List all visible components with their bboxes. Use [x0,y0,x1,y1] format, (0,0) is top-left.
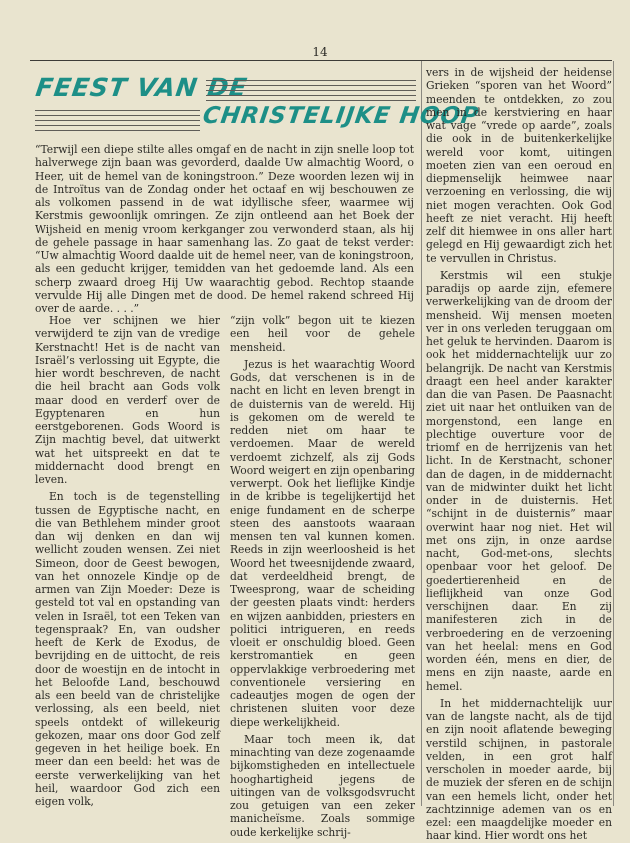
paragraph: Jezus is het waarachtig Woord Gods, dat verschenen is in de nacht en licht en leven brengt in de duisternis van de wereld. Hij is gekomen om de wereld te redden niet om haar te verdoemen. Maar de wereld verdoemt zichzelf, als zij Gods Woord weigert en zijn openbaring verwerpt. Ook het lieflijke Kindje in de kribbe is tegelijkertijd het enige fundament en de scherpe steen des aanstoots waaraan mensen ten val kunnen komen. Reeds in zijn weerloosheid is het Woord het tweesnijdende zwaard, dat verdeeldheid brengt, de Tweesprong, waar de scheiding der geesten plaats vindt: herders en wijzen aanbidden, priesters en politici intrigueren, en reeds vloeit er onschuldig bloed. Geen kerstromantiek en geen oppervlakkige verbroedering met conventionele versiering en cadeautjes mogen de ogen der christenen sluiten voor deze diepe werkelijkheid. [230,357,415,729]
right-border [613,61,614,806]
paragraph: vers in de wijsheid der heidense Grieken “sporen van het Woord” meenden te ontdekken, zo zou men in de kerstviering en haar wat vage “vrede op aarde”, zoals die ook in de buitenkerkelijke wereld voor komt, uitingen moeten zien van een oeroud en diepmenselijk heimwee naar verzoening en verlossing, die wij niet mogen verachten. Ook God heeft ze niet veracht. Hij heeft zelf dit hiemwee in ons aller hart gelegd en Hij gewaardigt zich het te vervullen in Christus. [426,66,612,265]
top-rule [30,60,612,61]
paragraph: In het middernachtelijk uur van de langste nacht, als de tijd en zijn nooit aflatende beweging verstild schijnen, in pastorale velden, in een grot half verscholen in moeder aarde, bij de muziek der sferen en de schijn van een hemels licht, onder het zachtzinnige ademen van os en ezel: een maagdelijke moeder en haar kind. Hier wordt ons het [426,696,612,843]
middle-column [230,314,415,839]
right-column [426,66,612,843]
paragraph: “zijn volk” begon uit te kiezen een heil voor de gehele mensheid. [230,314,415,354]
title-line-2: CHRISTELIJKE HOOP [201,103,481,129]
intro-text: “Terwijl een diepe stilte alles omgaf en de nacht in zijn snelle loop tot halverwege zijn baan was gevorderd, daalde Uw almachtig Woord, o Heer, uit de hemel van de koningstroon.” Deze woorden lezen wij in de Introïtus van de Zondag onder het octaaf en wij beschouwen ze als volkomen passend in de wat idyllische sfeer, waarmee wij Kerstmis gewoonlijk omringen. Ze zijn ontleend aan het Boek der Wijsheid en menig vroom kerkganger zou verwonderd staan, als hij de gehele passage in haar samenhang las. Zo gaat de tekst verder: “Uw almachtig Woord daalde uit de hemel neer, van de koningstroon, als een geducht krijger, temidden van het gedoemde land. Als een scherp zwaard droeg Hij Uw waarachtig gebod. Rechtop staande vervulde Hij alle Dingen met de dood. De hemel rakend schreed Hij over de aarde. . . .” [35,143,414,315]
paragraph: Kerstmis wil een stukje paradijs op aarde zijn, efemere verwerkelijking van de droom der mensheid. Wij mensen moeten ver in ons verleden teruggaan om het geluk te hervinden. Daarom is ook het middernachtelijk uur zo belangrijk. De nacht van Kerstmis draagt een heel ander karakter dan die van Pasen. De Paasnacht ziet uit naar het ontluiken van de morgenstond, een lange en plechtige ouverture voor de triomf en de herrijzenis van het licht. In de Kerstnacht, schoner dan de dagen, in de middernacht van de midwinter duikt het licht onder in de duisternis. Het “schijnt in de duisternis” maar overwint haar nog niet. Het wil met ons zijn, in onze aardse nacht, God-met-ons, slechts openbaar voor het geloof. De goedertierenheid en de lieflijkheid van onze God verschijnen daar. En zij manifesteren zich in de verbroedering en de verzoening van het heelal: mens en God worden één, mens en dier, de mens en zijn naaste, aarde en hemel. [426,268,612,693]
title-line-1: FEEST VAN DE [33,73,250,102]
paragraph: Hoe ver schijnen we hier verwijderd te zijn van de vredige Kerstnacht! Het is de nacht van Israël’s verlossing uit Egypte, die hier wordt beschreven, de nacht die heil bracht aan Gods volk maar dood en verderf over de Egyptenaren en hun eerstgeborenen. Gods Woord is Zijn machtig bevel, dat uitwerkt wat het uitspreekt en dat te middernacht dood brengt en leven. [35,314,220,486]
intro-paragraph [35,143,414,315]
title-rule-lines-right [206,80,416,105]
column-divider [421,61,422,806]
left-column [35,314,220,808]
title-rule-lines-left [35,110,200,135]
paragraph: En toch is de tegenstelling tussen de Egyptische nacht, en die van Bethlehem minder groot dan wij denken en dan wij wellicht zouden wensen. Zei niet Simeon, door de Geest bewogen, van het onnozele Kindje op de armen van Zijn Moeder: Deze is gesteld tot val en opstanding van velen in Israël, tot een Teken van tegenspraak? En, van oudsher heeft de Kerk de Exodus, de bevrijding en de uittocht, de reis door de woestijn en de intocht in het Beloofde Land, beschouwd als een beeld van de christelijke verlossing, als een beeld, niet speels ontdekt of willekeurig gekozen, maar ons door God zelf gegeven in het heilige boek. En meer dan een beeld: het was de eerste verwerkelijking van het heil, waardoor God zich een eigen volk, [35,490,220,808]
page-number: 14 [312,45,328,59]
paragraph: Maar toch meen ik, dat minachting van deze zogenaamde bijkomstigheden en intellectuele hooghartigheid jegens de uitingen van de volksgodsvrucht zou getuigen van een zeker manicheïsme. Zoals sommige oude kerkelijke schrij- [230,732,415,839]
